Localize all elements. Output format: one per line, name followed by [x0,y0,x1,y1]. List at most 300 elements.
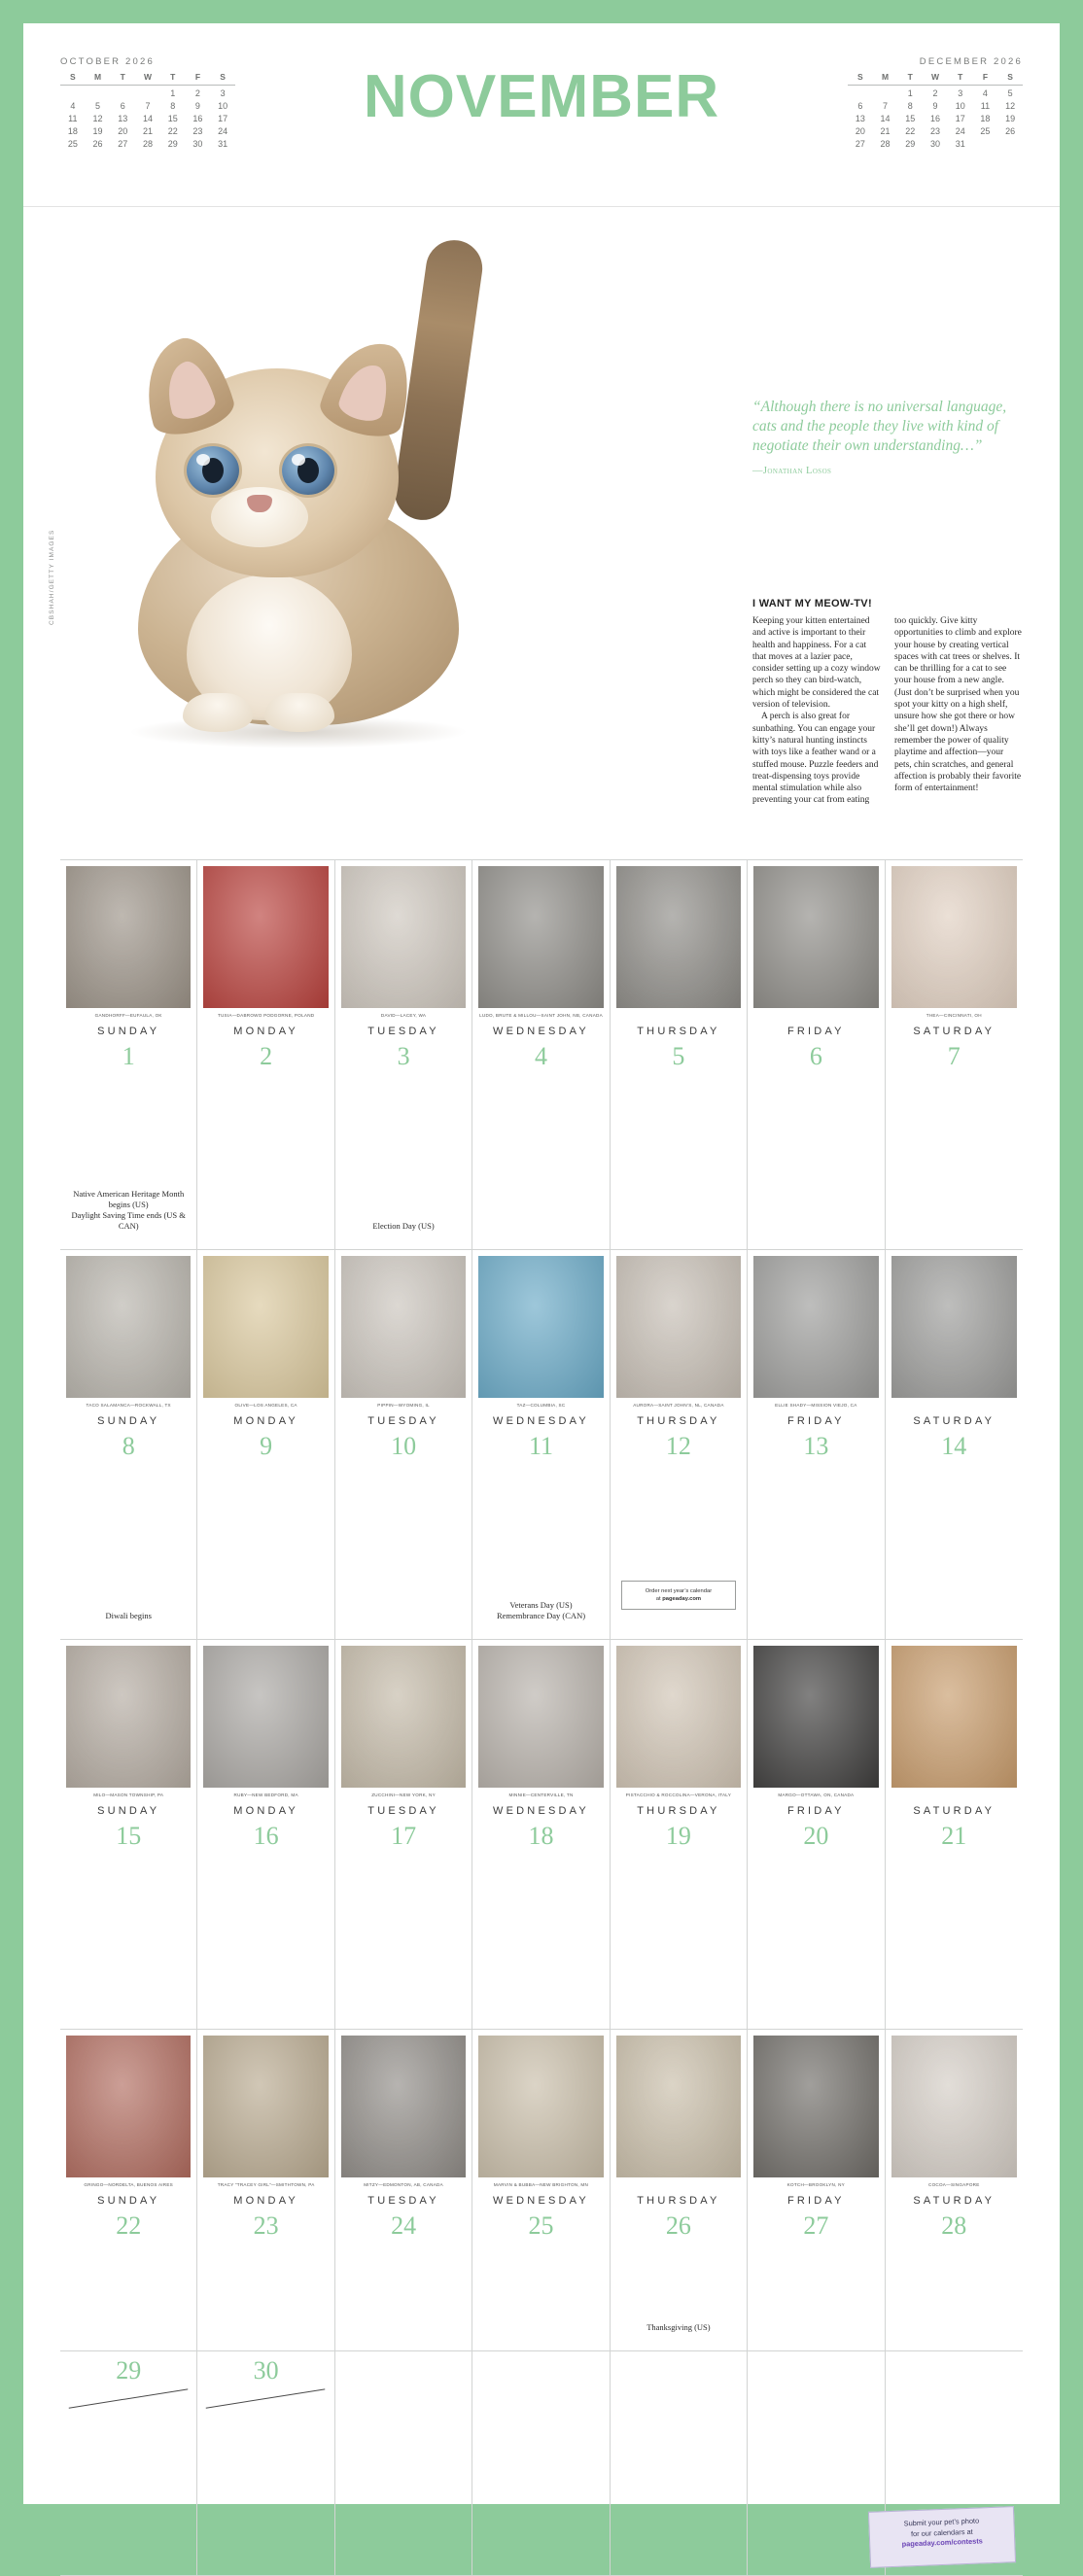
day-photo-thumbnail [891,1256,1017,1411]
mini-calendar-day: 9 [194,101,200,111]
kitten-paw-left [183,693,253,732]
day-photo-caption: TUSIA—DABROWO PODGORNE, POLAND [217,1013,315,1018]
mini-calendar-day: 6 [857,101,863,111]
calendar-week-row [60,2030,1023,2351]
day-photo-caption: MITZY—EDMONTON, AB, CANADA [364,2182,443,2187]
day-photo-thumbnail [753,1256,878,1411]
day-number: 9 [260,1432,273,1460]
day-photo-caption: AURORA—SAINT JOHN’S, NL, CANADA [633,1403,724,1408]
day-photo-thumbnail [341,866,466,1022]
contest-line-1: Submit your pet’s photo [903,2516,980,2528]
day-photo-thumbnail [616,866,741,1022]
day-of-week-label: THURSDAY [637,2195,720,2207]
calendar-week-row [60,1250,1023,1640]
calendar-day-cell[interactable] [335,2030,472,2350]
day-of-week-label: TUESDAY [367,1805,439,1817]
mini-calendar-day: 29 [167,139,178,149]
kitten-eye-left [187,446,239,495]
promo-line-2: at [655,1596,661,1602]
mini-calendar-dow: M [94,72,102,82]
mini-calendar-grid [848,71,1023,151]
day-number: 15 [116,1822,142,1850]
contest-line-2: for our calendars at [910,2526,973,2538]
calendar-day-cell[interactable] [197,1640,334,2029]
mini-calendar-day: 21 [142,126,153,136]
day-note: Thanksgiving (US) [646,2322,711,2332]
day-photo-thumbnail [753,2036,878,2191]
day-number: 4 [534,1042,547,1070]
mini-calendar-day: 28 [142,139,153,149]
order-calendar-promo[interactable] [621,1581,736,1610]
mini-calendar-day: 24 [955,126,965,136]
mini-calendar-day: 7 [883,101,889,111]
calendar-day-cell[interactable] [472,2030,610,2350]
day-photo-caption [891,1399,1017,1411]
mini-calendar-day: 25 [980,126,991,136]
mini-calendar-day [873,87,898,100]
mini-calendar-day: 16 [929,114,940,123]
pull-quote [752,398,1023,481]
mini-calendar-dow: T [120,72,125,82]
calendar-day-cell[interactable] [335,1640,472,2029]
kitten-photo-image [60,215,702,798]
day-photo-caption: RUBY—NEW BEDFORD, MA [233,1793,298,1797]
day-photo-thumbnail [341,2036,466,2191]
hero-photo [60,215,702,798]
photo-contest-promo[interactable] [868,2506,1016,2568]
day-photo-thumbnail [203,1256,328,1411]
calendar-day-cell[interactable] [611,860,748,1249]
day-photo-caption: MARVIN & BUBBA—NEW BRIGHTON, MN [493,2182,589,2187]
day-of-week-label: SATURDAY [913,1805,996,1817]
calendar-day-cell[interactable] [748,2030,885,2350]
mini-calendar-day: 27 [118,139,128,149]
promo-line-1: Order next year’s calendar [645,1588,713,1594]
mini-calendar-day [973,138,998,151]
day-photo-image [616,1646,741,1788]
day-of-week-label: THURSDAY [637,1805,720,1817]
day-photo-thumbnail [203,2036,328,2191]
calendar-day-cell[interactable] [335,1250,472,1639]
kitten-illustration [119,331,527,749]
mini-calendar-day: 14 [880,114,891,123]
day-photo-thumbnail [341,1646,466,1801]
day-of-week-label: WEDNESDAY [493,1415,589,1427]
day-photo-caption: TAZ—COLUMBIA, SC [516,1403,566,1408]
day-of-week-label: FRIDAY [786,1805,845,1817]
article-title: I WANT MY MEOW-TV! [752,598,872,609]
mini-calendar-day: 18 [67,126,78,136]
mini-calendar-day: 15 [167,114,178,123]
calendar-day-cell[interactable] [197,860,334,1249]
mini-calendar-day: 26 [1005,126,1016,136]
mini-calendar-day: 23 [192,126,203,136]
day-photo-thumbnail [891,2036,1017,2191]
day-number: 5 [672,1042,685,1070]
day-photo-caption: MINNIE—CENTERVILLE, TN [508,1793,574,1797]
calendar-day-cell[interactable] [197,2030,334,2350]
day-number: 8 [122,1432,135,1460]
day-photo-caption: PIPPIN—WYOMING, IL [377,1403,430,1408]
day-number: 17 [391,1822,417,1850]
day-of-week-label: MONDAY [233,1415,298,1427]
day-photo-thumbnail [341,1256,466,1411]
day-photo-thumbnail [66,1646,191,1801]
day-photo-thumbnail [753,866,878,1022]
day-photo-image [478,1256,603,1398]
day-photo-thumbnail [66,1256,191,1411]
calendar-day-cell[interactable] [335,860,472,1249]
promo-brand: pageaday.com [662,1596,702,1602]
day-photo-image [891,866,1017,1008]
day-number: 2 [260,1042,273,1070]
mini-calendar-day: 27 [855,139,865,149]
day-of-week-label: SUNDAY [97,1415,160,1427]
day-photo-caption [753,1009,878,1022]
day-photo-image [341,1256,466,1398]
mini-calendar-dow: F [982,72,989,82]
day-number: 26 [665,2211,691,2240]
mini-calendar-day: 30 [192,139,203,149]
mini-calendar-dow: F [194,72,201,82]
kitten-eye-right [282,446,334,495]
day-of-week-label: THURSDAY [637,1026,720,1037]
mini-calendar-day: 12 [92,114,103,123]
mini-calendar-day: 22 [905,126,916,136]
day-photo-thumbnail [478,2036,603,2191]
day-number: 1 [122,1042,135,1070]
day-photo-image [753,1256,878,1398]
mini-calendar-day: 12 [1005,101,1016,111]
day-photo-caption: PISTACCHIO & ROCCOLINA—VERONA, ITALY [625,1793,732,1797]
day-photo-image [478,1646,603,1788]
day-photo-caption: GRINGO—NORDELTA, BUENOS AIRES [84,2182,173,2187]
day-photo-thumbnail [203,1646,328,1801]
calendar-day-cell[interactable] [886,1640,1023,2029]
mini-calendar-day: 25 [67,139,78,149]
day-of-week-label: FRIDAY [786,1415,845,1427]
mini-calendar-day: 15 [905,114,916,123]
day-photo-caption: ZUCCHINI—NEW YORK, NY [371,1793,436,1797]
mini-calendar-day: 1 [170,88,176,98]
day-of-week-label: WEDNESDAY [493,2195,589,2207]
mini-calendar-day: 4 [70,101,76,111]
day-of-week-label: TUESDAY [367,1026,439,1037]
day-number: 11 [528,1432,554,1460]
mini-calendar-day [848,87,873,100]
calendar-page [23,23,1060,2549]
day-photo-thumbnail [478,866,603,1022]
mini-calendar-day: 17 [218,114,228,123]
day-of-week-label: WEDNESDAY [493,1026,589,1037]
day-photo-image [753,866,878,1008]
calendar-day-cell[interactable] [197,1250,334,1639]
calendar-day-cell[interactable] [886,2351,1023,2575]
day-photo-caption [891,1789,1017,1801]
article-body [752,615,1023,807]
day-photo-image [341,2036,466,2177]
day-note: Election Day (US) [372,1221,435,1231]
mini-calendar-dow: S [220,72,226,82]
day-photo-caption [616,2178,741,2191]
mini-calendar-day: 8 [170,101,176,111]
calendar-week-row [60,1640,1023,2030]
day-photo-caption: TRACY “TRACEY GIRL”—SMITHTOWN, PA [217,2182,315,2187]
mini-calendar-day: 31 [955,139,965,149]
calendar-day-cell[interactable] [472,1640,610,2029]
contest-link[interactable]: pageaday.com/contests [901,2536,983,2549]
mini-calendar-day: 13 [118,114,128,123]
day-photo-image [203,866,328,1008]
day-number: 7 [947,1042,961,1070]
mini-calendar-dow: S [857,72,863,82]
day-number: 20 [803,1822,829,1850]
calendar-grid [60,859,1023,2576]
mini-calendar-day: 19 [92,126,103,136]
day-photo-image [341,866,466,1008]
day-photo-caption: KOTCH—BROOKLYN, NY [786,2182,845,2187]
day-of-week-label: SUNDAY [97,2195,160,2207]
day-of-week-label: WEDNESDAY [493,1805,589,1817]
day-photo-image [203,1256,328,1398]
day-number: 21 [941,1822,967,1850]
calendar-week-row [60,2351,1023,2576]
day-photo-thumbnail [478,1256,603,1411]
calendar-week-row [60,860,1023,1250]
day-photo-image [891,2036,1017,2177]
mini-calendar-day: 29 [905,139,916,149]
mini-calendar-dow: W [143,72,152,82]
mini-calendar-next-month [848,56,1023,151]
page-header [23,23,1060,206]
day-photo-image [66,866,191,1008]
day-photo-image [616,1256,741,1398]
day-strikethrough-line [206,2388,326,2408]
calendar-day-cell[interactable] [472,860,610,1249]
day-number: 13 [803,1432,829,1460]
calendar-day-cell[interactable] [60,860,197,1249]
mini-calendar-day: 21 [880,126,891,136]
mini-calendar-dow: T [907,72,913,82]
mini-calendar-day: 31 [218,139,228,149]
mini-calendar-day: 30 [929,139,940,149]
day-note: Native American Heritage Month begins (US) Daylight Saving Time ends (US & CAN) [71,1189,186,1231]
day-photo-caption: MILO—MASON TOWNSHIP, PA [93,1793,164,1797]
mini-calendar-day: 26 [92,139,103,149]
mini-calendar-day: 19 [1005,114,1016,123]
calendar-day-cell[interactable] [748,1250,885,1639]
day-of-week-label: MONDAY [233,1805,298,1817]
mini-calendar-day: 18 [980,114,991,123]
mini-calendar-day: 17 [955,114,965,123]
day-photo-thumbnail [66,2036,191,2191]
mini-calendar-day: 7 [145,101,151,111]
day-of-week-label: SATURDAY [913,1026,996,1037]
day-photo-image [616,2036,741,2177]
day-number: 18 [528,1822,554,1850]
calendar-day-cell[interactable] [611,2030,748,2350]
day-of-week-label: SUNDAY [97,1805,160,1817]
article-paragraph: A perch is also great for sunbathing. You can engage your kitty’s natural hunting instincts with toys like a feather wand or a stuffed mouse. Puzzle feeders and treat-dispensing toys provide mental stimulation while also preventing your cat from eating too quickly. Give kitty opportunities to climb and explore your house by creating vertical spaces with cat trees or shelves. It can be thrilling for a cat to see your house from a new angle. (Just don’t be surprised when you spot your kitty on a high shelf, unsure how she got there or how she’ll get down!) Always remember the power of quality playtime and affection—your pets, chin scratches, and general affection is probably their favorite form of entertainment! [752,616,1022,806]
calendar-day-cell[interactable] [472,1250,610,1639]
article [752,598,1023,807]
hero-section [23,206,1060,843]
day-note: Veterans Day (US) Remembrance Day (CAN) [496,1600,586,1620]
day-photo-caption: OLIVE—LOS ANGELES, CA [234,1403,297,1408]
mini-calendar-day: 24 [218,126,228,136]
day-photo-image [66,1646,191,1788]
day-photo-image [478,2036,603,2177]
day-photo-image [616,866,741,1008]
mini-calendar-day: 6 [120,101,125,111]
day-photo-caption [616,1009,741,1022]
day-of-week-label: MONDAY [233,2195,298,2207]
day-number: 6 [809,1042,822,1070]
calendar-day-cell[interactable] [335,2351,472,2575]
day-photo-image [66,2036,191,2177]
day-number: 24 [391,2211,417,2240]
mini-calendar-dow: W [930,72,939,82]
day-of-week-label: FRIDAY [786,2195,845,2207]
mini-calendar-day: 5 [1007,88,1013,98]
day-photo-caption: DAVID—LACEY, WA [380,1013,427,1018]
day-photo-thumbnail [203,866,328,1022]
photo-credit: CBSHAH/GETTY IMAGES [49,529,55,625]
day-photo-image [753,2036,878,2177]
mini-calendar-day: 5 [95,101,101,111]
calendar-day-cell[interactable] [748,2351,885,2575]
mini-calendar-day: 22 [167,126,178,136]
day-number: 14 [941,1432,967,1460]
day-photo-thumbnail [616,1646,741,1801]
calendar-day-cell[interactable] [886,1250,1023,1639]
calendar-day-cell[interactable] [611,1640,748,2029]
day-number: 22 [116,2211,142,2240]
day-of-week-label: FRIDAY [786,1026,845,1037]
day-photo-caption: COCOA—SINGAPORE [928,2182,980,2187]
day-photo-image [478,866,603,1008]
calendar-day-cell[interactable] [197,2351,334,2575]
mini-calendar-title: OCTOBER 2026 [60,56,155,67]
mini-calendar-day: 20 [118,126,128,136]
mini-calendar-day: 13 [855,114,865,123]
day-photo-image [203,2036,328,2177]
mini-calendar-day: 3 [220,88,226,98]
day-of-week-label: SATURDAY [913,1415,996,1427]
calendar-day-cell[interactable] [886,2030,1023,2350]
calendar-day-cell[interactable] [748,1640,885,2029]
mini-calendar-day: 8 [907,101,913,111]
day-number: 28 [941,2211,967,2240]
day-photo-image [341,1646,466,1788]
day-number: 23 [253,2211,279,2240]
mini-calendar-day: 16 [192,114,203,123]
day-photo-image [66,1256,191,1398]
mini-calendar-day: 11 [980,101,991,111]
mini-calendar-day: 2 [194,88,200,98]
mini-calendar-title: DECEMBER 2026 [919,56,1023,67]
mini-calendar-day: 9 [932,101,938,111]
mini-calendar-day: 10 [955,101,965,111]
day-photo-caption: MARGO—OTTAWA, ON, CANADA [778,1793,855,1797]
mini-calendar-day: 2 [932,88,938,98]
mini-calendar-day: 3 [958,88,963,98]
day-number: 10 [391,1432,417,1460]
mini-calendar-day: 20 [855,126,865,136]
mini-calendar-dow: T [958,72,963,82]
calendar-day-cell[interactable] [60,2030,197,2350]
day-of-week-label: THURSDAY [637,1415,720,1427]
calendar-day-cell[interactable] [60,1640,197,2029]
day-photo-caption: TACO SALAMANCA—ROCKWALL, TX [86,1403,171,1408]
day-photo-thumbnail [478,1646,603,1801]
calendar-day-cell[interactable] [611,2351,748,2575]
day-photo-thumbnail [616,2036,741,2191]
day-number: 29 [116,2356,142,2385]
calendar-day-cell[interactable] [60,1250,197,1639]
day-note: Diwali begins [105,1611,152,1620]
day-photo-thumbnail [891,1646,1017,1801]
day-photo-thumbnail [891,866,1017,1022]
mini-calendar-day: 1 [907,88,913,98]
day-photo-caption: LUDO, BRUTE & MILLOU—SAINT JOHN, NB, CANADA [479,1013,603,1018]
day-number: 27 [803,2211,829,2240]
day-number: 30 [253,2356,279,2385]
mini-calendar-dow: M [882,72,890,82]
day-photo-caption: GANDHORFF—EUFAULA, OK [94,1013,162,1018]
day-photo-image [203,1646,328,1788]
day-photo-thumbnail [66,866,191,1022]
page-title: NOVEMBER [363,63,720,130]
calendar-day-cell[interactable] [60,2351,197,2575]
day-number: 19 [665,1822,691,1850]
day-photo-thumbnail [616,1256,741,1411]
pull-quote-text: “Although there is no universal language, cats and the people they live with kind of negotiate their own understanding…” [752,399,1007,454]
day-photo-caption: ELLIE SHADY—MISSION VIEJO, CA [775,1403,857,1408]
day-number: 12 [665,1432,691,1460]
mini-calendar-divider [848,85,1023,86]
mini-calendar-day: 10 [218,101,228,111]
calendar-day-cell[interactable] [748,860,885,1249]
day-photo-image [891,1646,1017,1788]
pull-quote-attribution: —Jonathan Losos [752,466,832,476]
kitten-paw-right [264,693,334,732]
calendar-day-cell[interactable] [472,2351,610,2575]
mini-calendar-dow: S [1007,72,1013,82]
day-photo-thumbnail [753,1646,878,1801]
day-photo-image [753,1646,878,1788]
day-of-week-label: MONDAY [233,1026,298,1037]
day-number: 16 [253,1822,279,1850]
mini-calendar-day: 23 [929,126,940,136]
day-of-week-label: SATURDAY [913,2195,996,2207]
mini-calendar-dow: T [170,72,176,82]
day-photo-caption: THEA—CINCINNATI, OH [926,1013,982,1018]
mini-calendar-day: 28 [880,139,891,149]
day-photo-image [891,1256,1017,1398]
day-of-week-label: TUESDAY [367,2195,439,2207]
mini-calendar-dow: S [70,72,76,82]
mini-calendar-day [997,138,1023,151]
day-number: 3 [397,1042,410,1070]
calendar-day-cell[interactable] [611,1250,748,1639]
day-of-week-label: SUNDAY [97,1026,160,1037]
article-paragraph: Keeping your kitten entertained and active is important to their health and happiness. For a cat that moves at a lazier pace, consider setting up a cozy window perch so they can bird-watch, which might be considered the cat version of television. [752,616,881,711]
mini-calendar-day: 11 [68,114,78,123]
day-strikethrough-line [69,2388,189,2408]
calendar-day-cell[interactable] [886,860,1023,1249]
day-of-week-label: TUESDAY [367,1415,439,1427]
